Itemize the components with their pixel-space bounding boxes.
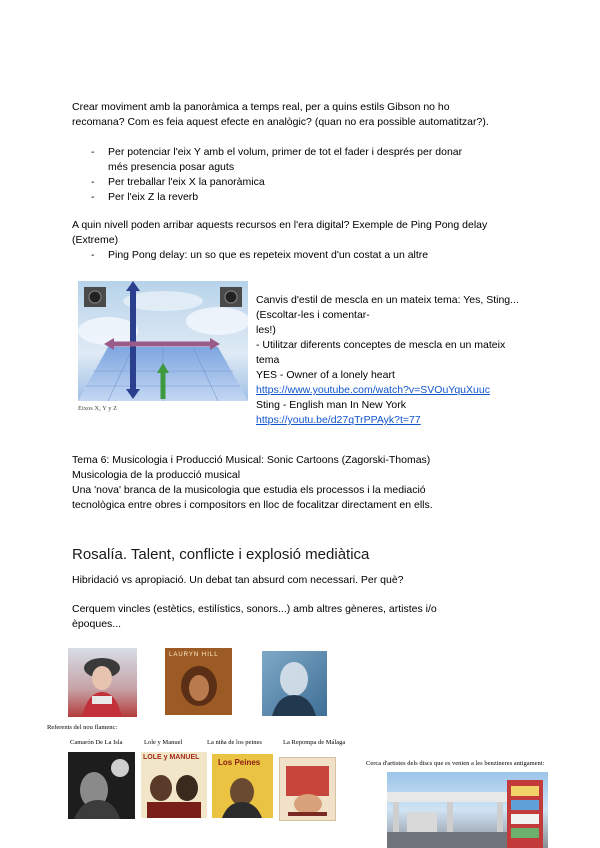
- artist-nina-peines: La niña de los peines: [207, 739, 262, 746]
- album-cover-nina-peines: [212, 754, 273, 818]
- artist-repompa: La Repompa de Málaga: [283, 739, 346, 746]
- rosalia-line-2: Cerquem vincles (estètics, estilístics, sonors...) amb altres gèneres, artistes i/o èpoques...: [72, 603, 437, 630]
- tema6-title: Tema 6: Musicologia i Producció Musical: Sonic Cartoons (Zagorski-Thomas): [72, 454, 431, 466]
- album-cover-bjork: [68, 648, 137, 717]
- axes-illustration: [78, 281, 248, 407]
- section2-bullets: [72, 248, 492, 263]
- rosalia-title: Rosalía. Talent, conflicte i explosió mediàtica: [72, 546, 370, 563]
- blurred-portrait-icon: [262, 651, 327, 716]
- album-cover-james-blake: [262, 651, 327, 716]
- side-line-5: Sting - English man In New York: [256, 399, 406, 411]
- section3: [72, 453, 467, 513]
- bullet-y-axis: - Per potenciar l'eix Y amb el volum, primer de tot el fader i després per donar més presencia posar aguts: [72, 145, 468, 175]
- side-line-3: - Utilitzar diferents conceptes de mescla en un mateix tema: [256, 339, 506, 366]
- side-line-1: Canvis d'estil de mescla en un mateix tema: Yes, Sting... (Escoltar-les i comentar-: [256, 294, 519, 321]
- axes-caption: Eixos X, Y y Z: [78, 405, 118, 412]
- tema6-description: Una 'nova' branca de la musicologia que estudia els processos i la mediació tecnològica entre obres i compositors en lloc de focalitzar directament en ells.: [72, 484, 433, 511]
- section2-question: A quin nivell poden arribar aquests recursos en l'era digital? Exemple de Ping Pong delay (Extreme): [72, 219, 488, 246]
- side-notes: [256, 293, 526, 428]
- artist-camaron: Camarón De La Isla: [70, 739, 123, 746]
- gas-station-caption: Cerca d'artistes dels discs que es venien a les benzineres antigament:: [366, 760, 545, 767]
- gas-station-photo: [387, 772, 548, 848]
- album-title-lole: LOLE y MANUEL: [143, 754, 200, 761]
- portrait-figure-icon: [68, 648, 137, 717]
- album-cover-lole-manuel: [141, 752, 207, 818]
- youtube-link-yes[interactable]: https://www.youtube.com/watch?v=SVOuYquXuuc: [256, 384, 490, 396]
- album-title-lauryn: LAURYN HILL: [169, 652, 219, 658]
- bullet-z-axis: - Per l'eix Z la reverb: [72, 190, 492, 205]
- illustration-icon: [280, 758, 335, 820]
- gas-station-illustration: [387, 772, 548, 848]
- side-line-2: les!): [256, 324, 276, 336]
- bullet-ping-pong: - Ping Pong delay: un so que es repeteix movent d'un costat a un altre: [72, 248, 492, 263]
- youtube-link-sting[interactable]: https://youtu.be/d27qTrPPAyk?t=77: [256, 414, 421, 426]
- section1-bullets: [72, 145, 492, 205]
- album-cover-repompa: [279, 757, 336, 821]
- bullet-x-axis: - Per treballar l'eix X la panoràmica: [72, 175, 492, 190]
- referents-label: Referents del nou flamenc:: [47, 724, 118, 731]
- portrait-figure-icon: [165, 648, 232, 715]
- axes-figure: [78, 281, 248, 412]
- tema6-subtitle: Musicologia de la producció musical: [72, 469, 241, 481]
- portrait-pair-icon: [141, 752, 207, 818]
- album-cover-camaron: [68, 752, 135, 819]
- album-cover-lauryn-hill: [165, 648, 232, 715]
- artist-lole-manuel: Lole y Manuel: [144, 739, 183, 746]
- album-title-peines: Los Peines: [218, 758, 261, 767]
- side-line-4: YES - Owner of a lonely heart: [256, 369, 395, 381]
- portrait-figure-icon: [68, 752, 135, 819]
- portrait-figure-icon: [212, 754, 273, 818]
- section1-intro: Crear moviment amb la panoràmica a temps real, per a quins estils Gibson no ho recomana? Com es feia aquest efecte en analògic? (quan no era possible automatitzar?).: [72, 101, 489, 128]
- rosalia-line-1: Hibridació vs apropiació. Un debat tan absurd com necessari. Per què?: [72, 574, 404, 586]
